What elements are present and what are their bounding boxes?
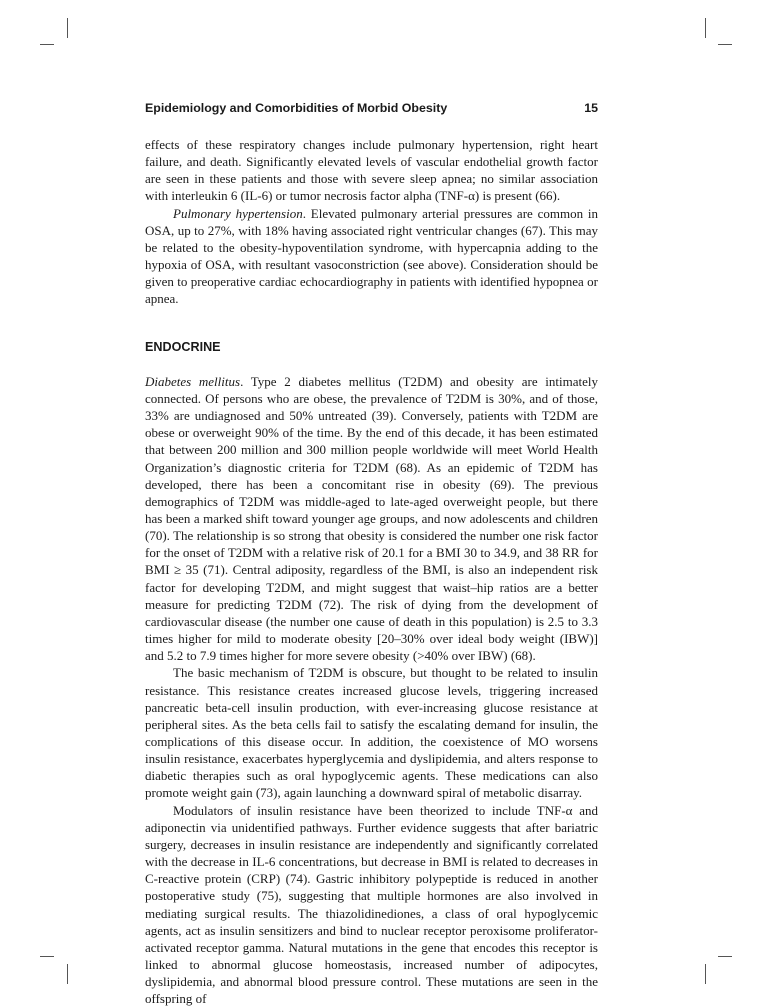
paragraph-insulin-resistance-modulators: Modulators of insulin resistance have been theorized to include TNF-α and adiponectin via unidentified pathways. Further evidence suggests that after bariatric surgery, decreases in insulin resistance are independently and significantly correlated with the decrease in IL-6 concentrations, but decrease in BMI is related to decreases in C-reactive protein (CRP) (74). Gastric inhibitory polypeptide is reduced in another postoperative study (75), suggesting that multiple hormones are also involved in mediating surgical results. The thiazolidinediones, a class of oral hypoglycemic agents, act as insulin sensitizers and bind to nuclear receptor peroxisome proliferator-activated receptor gamma. Natural mutations in the gene that encodes this receptor is linked to abnormal glucose homeostasis, increased number of adipocytes, dyslipidemia, and abnormal blood pressure control. These mutations are seen in the offspring of (145, 802, 598, 1007)
paragraph-pulmonary-hypertension (145, 205, 598, 308)
pulmonary-hypertension-text: . Elevated pulmonary arterial pressures are common in OSA, up to 27%, with 18% having associated right ventricular changes (67). This may be related to the obesity-hypoventilation syndrome, with hypercapnia adding to the hypoxia of OSA, with resultant vasoconstriction (see above). Consideration should be given to preoperative cardiac echocardiography in patients with identified hypopnea or apnea. (145, 205, 598, 307)
running-header (145, 101, 598, 115)
crop-mark-bottom-left-vertical (67, 964, 68, 984)
paragraph-diabetes-mellitus (145, 373, 598, 665)
paragraph-respiratory-effects: effects of these respiratory changes include pulmonary hypertension, right heart failure, and death. Significantly elevated levels of vascular endothelial growth factor are seen in these patients and those with severe sleep apnea; no similar association with interleukin 6 (IL-6) or tumor necrosis factor alpha (TNF-α) is present (66). (145, 137, 598, 204)
diabetes-mellitus-lead: Diabetes mellitus (145, 373, 241, 389)
page-number: 15 (584, 101, 598, 115)
diabetes-mellitus-text: . Type 2 diabetes mellitus (T2DM) and obesity are intimately connected. Of persons who are obese, the prevalence of T2DM is 30%, and of those, 33% are undiagnosed and 50% untreated (39). Conversely, patients with T2DM are obese or overweight 90% of the time. By the end of this decade, it has been estimated that between 200 million and 300 million people worldwide will meet World Health Organization’s diagnostic criteria for T2DM (68). As an epidemic of T2DM has developed, there has been a concomitant rise in obesity (69). The previous demographics of T2DM was middle-aged to late-aged overweight people, but there has been a marked shift toward younger age groups, and now adolescents and children (70). The relationship is so strong that obesity is considered the number one risk factor for the onset of T2DM with a relative risk of 20.1 for a BMI 30 to 34.9, and 38 RR for BMI ≥ 35 (71). Central adiposity, regardless of the BMI, is also an independent risk factor for developing T2DM, and might suggest that waist–hip ratios are a better measure for predicting T2DM (72). The risk of dying from the development of cardiovascular disease (the number one cause of death in this population) is 2.5 to 3.3 times higher for mild to moderate obesity [20–30% over ideal body weight (IBW)] and 5.2 to 7.9 times higher for more severe obesity (>40% over IBW) (68). (145, 373, 598, 664)
crop-mark-top-left-horizontal (40, 44, 54, 45)
section-heading-endocrine: ENDOCRINE (145, 339, 221, 354)
crop-mark-top-right-horizontal (718, 44, 732, 45)
paragraph-t2dm-mechanism: The basic mechanism of T2DM is obscure, but thought to be related to insulin resistance. This resistance creates increased glucose levels, triggering increased pancreatic beta-cell insulin production, with ever-increasing glucose resistance at peripheral sites. As the beta cells fail to satisfy the escalating demand for insulin, the complications of this disease occur. In addition, the coexistence of MO worsens insulin resistance, exacerbates hyperglycemia and dyslipidemia, and alters response to diabetic therapies such as oral hypoglycemic agents. These medications can also promote weight gain (73), again launching a downward spiral of metabolic disarray. (145, 665, 598, 801)
running-title: Epidemiology and Comorbidities of Morbid Obesity (145, 101, 448, 115)
crop-mark-top-right-vertical (705, 18, 706, 38)
crop-mark-bottom-left-horizontal (40, 956, 54, 957)
crop-mark-bottom-right-horizontal (718, 956, 732, 957)
page-body (145, 136, 598, 1008)
crop-mark-bottom-right-vertical (705, 964, 706, 984)
pulmonary-hypertension-lead: Pulmonary hypertension (173, 205, 303, 221)
crop-mark-top-left-vertical (67, 18, 68, 38)
